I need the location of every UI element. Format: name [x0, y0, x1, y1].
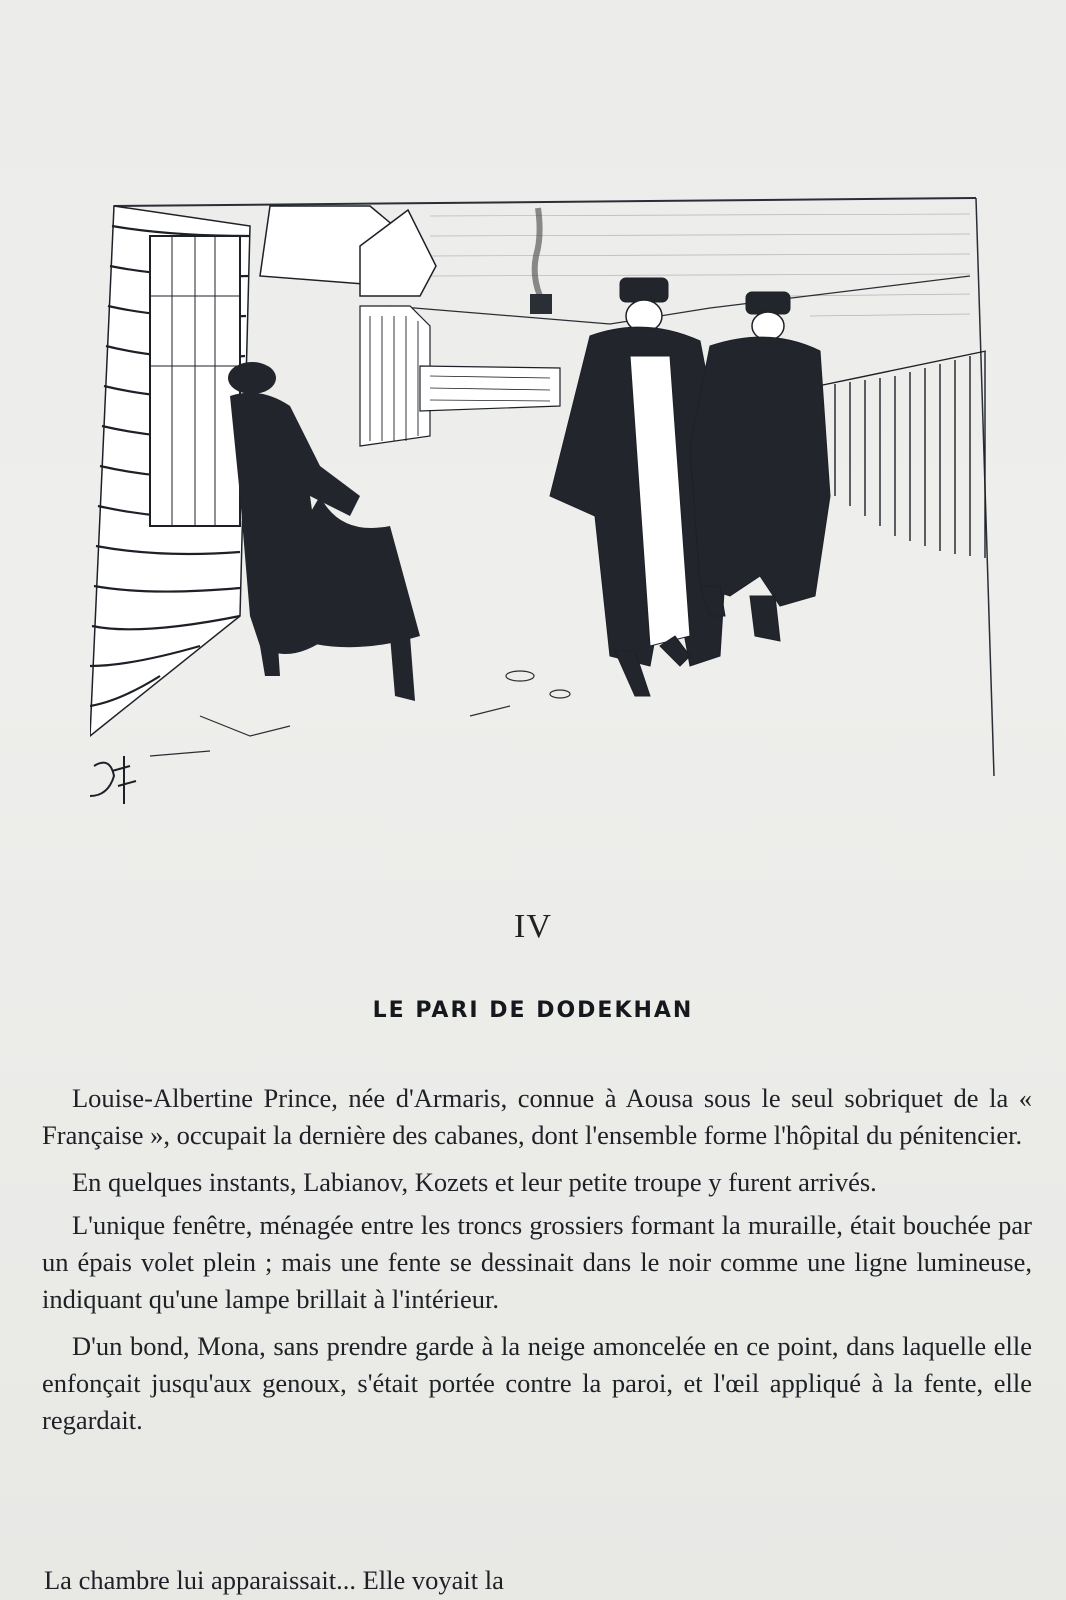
paragraph: Louise-Albertine Prince, née d'Armaris, connue à Aousa sous le seul sobriquet de la « Française », occupait la dernière des cabanes, dont l'ensemble forme l'hôpital du pénitencier.: [42, 1083, 1032, 1150]
winter-street-scene: [90, 196, 996, 826]
two-men-figures: [550, 278, 830, 696]
chapter-title: LE PARI DE DODEKHAN: [372, 998, 694, 1023]
chapter-body: [42, 1080, 1032, 1449]
chapter-number: IV: [514, 908, 552, 945]
engraving-illustration: [90, 196, 996, 826]
paragraph: D'un bond, Mona, sans prendre garde à la neige amoncelée en ce point, dans laquelle elle enfonçait jusqu'aux genoux, s'était portée contre la paroi, et l'œil appliqué à la fente, elle regardait.: [42, 1331, 1032, 1435]
paragraph: L'unique fenêtre, ménagée entre les troncs grossiers formant la muraille, était bouchée par un épais volet plein ; mais une fente se dessinait dans le noir comme une ligne lumineuse, indiquant qu'une lampe brillait à l'intérieur.: [42, 1210, 1032, 1314]
wooden-fence: [818, 351, 986, 558]
paragraph: En quelques instants, Labianov, Kozets et leur petite troupe y furent arrivés.: [72, 1167, 877, 1197]
partial-line: La chambre lui apparaissait... Elle voyait la: [44, 1565, 504, 1595]
artist-monogram-signature: [90, 756, 136, 804]
